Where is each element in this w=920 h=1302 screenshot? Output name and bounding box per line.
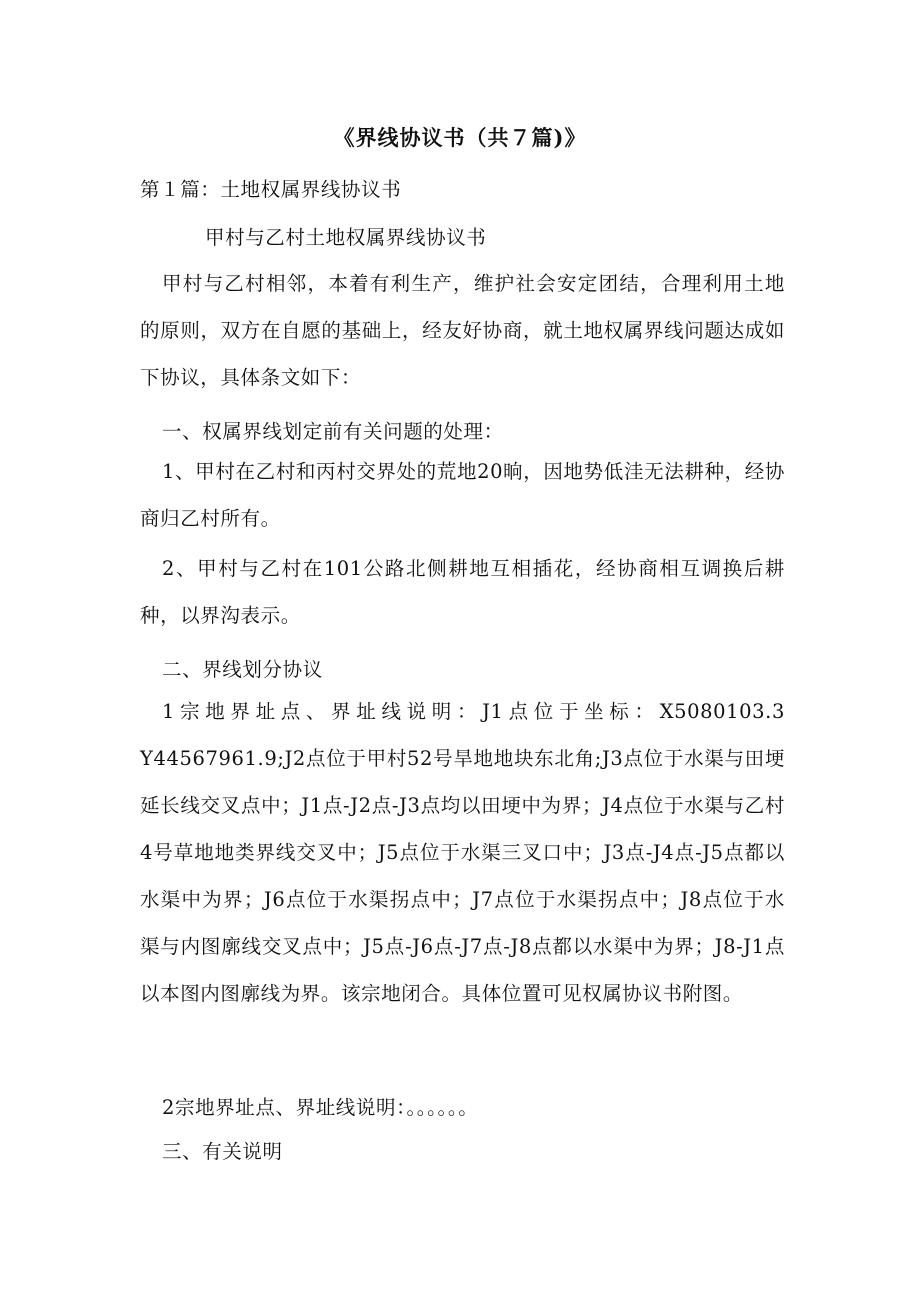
section-2-heading: 二、界线划分协议	[162, 658, 323, 681]
section-3-heading: 三、有关说明	[162, 1140, 283, 1163]
intro-paragraph: 甲村与乙村相邻，本着有利生产，维护社会安定团结，合理利用土地的原则，双方在自愿的基础上，经友好协商，就土地权属界线问题达成如下协议，具体条文如下：	[140, 272, 785, 389]
section-1-item-2: 2、甲村与乙村在101公路北侧耕地互相插花，经协商相互调换后耕种，以界沟表示。	[140, 557, 785, 627]
chapter-heading: 第１篇：土地权属界线协议书	[140, 178, 402, 201]
section-2-item-1: 1宗地界址点、界址线说明：J1点位于坐标：X5080103.3 Y44567961.9;J2点位于甲村52号旱地地块东北角;J3点位于水渠与田埂延长线交叉点中；J1点-J2点-J3点均以田埂中为界；J4点位于水渠与乙村4号草地地类界线交叉中；J5点位于水渠三叉口中；J3点-J4点-J5点都以水渠中为界；J6点位于水渠拐点中；J7点位于水渠拐点中；J8点位于水渠与内图廓线交叉点中；J5点-J6点-J7点-J8点都以水渠中为界；J8-J1点以本图内图廓线为界。该宗地闭合。具体位置可见权属协议书附图。	[140, 700, 785, 1005]
section-1-item-1: 1、甲村在乙村和丙村交界处的荒地20晌，因地势低洼无法耕种，经协商归乙村所有。	[140, 460, 785, 530]
document-title: 《界线协议书（共７篇)》	[333, 125, 587, 150]
section-2-item-2: 2宗地界址点、界址线说明：。。。。。。	[162, 1096, 479, 1119]
agreement-subtitle: 甲村与乙村土地权属界线协议书	[205, 226, 487, 249]
section-1-heading: 一、权属界线划定前有关问题的处理：	[162, 420, 504, 443]
